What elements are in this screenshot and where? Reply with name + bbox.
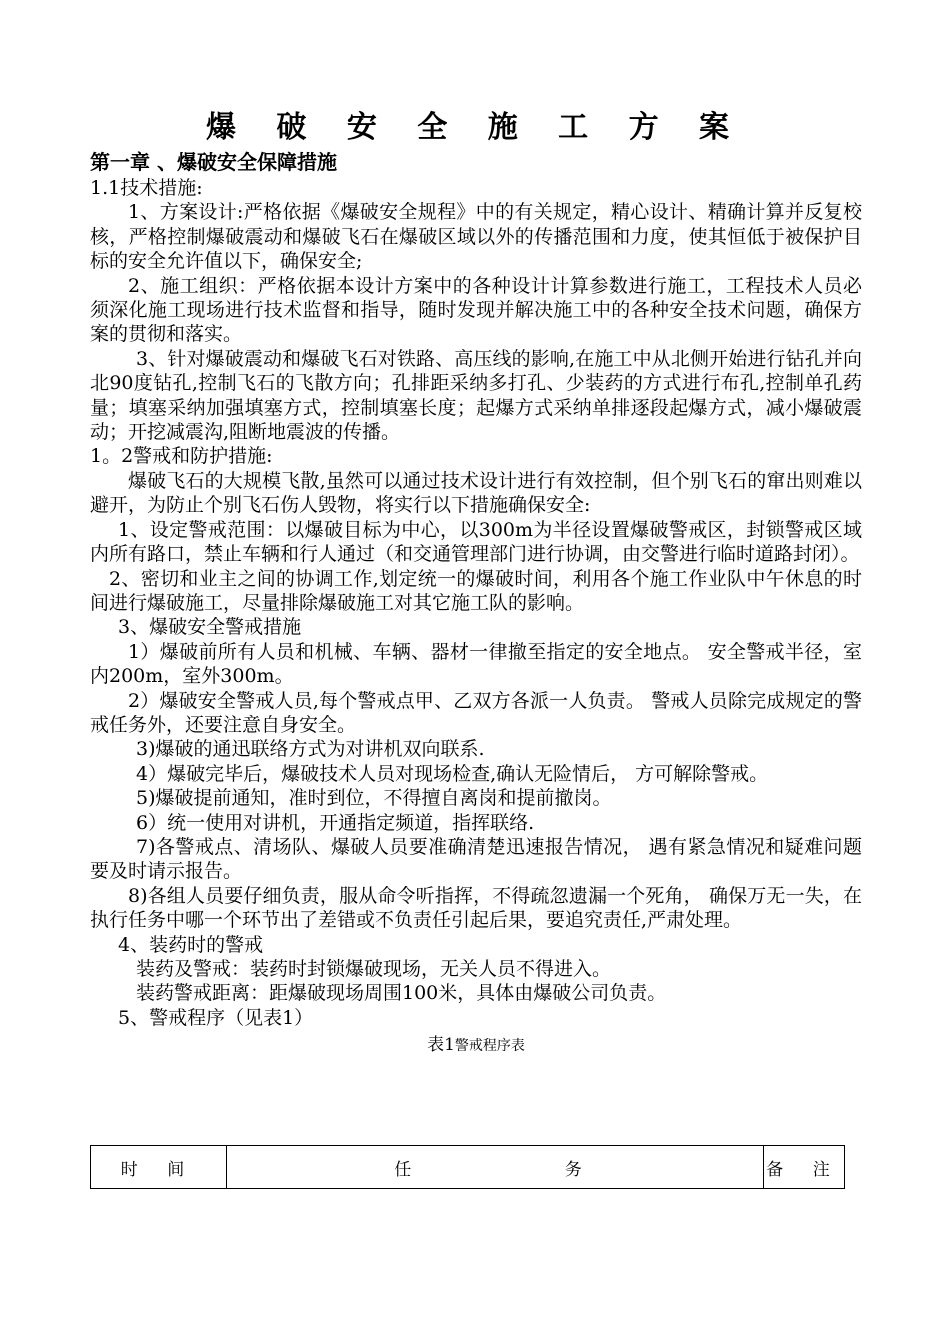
- list-item: 1）爆破前所有人员和机械、车辆、器材一律撤至指定的安全地点。 安全警戒半径，室内200m，室外300m。: [90, 640, 862, 688]
- list-item: 6）统一使用对讲机，开通指定频道，指挥联络.: [136, 811, 535, 834]
- subsection-heading: 4、装药时的警戒: [118, 933, 264, 956]
- paragraph: 3、针对爆破震动和爆破飞石对铁路、高压线的影响,在施工中从北侧开始进行钻孔并向北90度钻孔,控制飞石的飞散方向；孔排距采纳多打孔、少装药的方式进行布孔,控制单孔药量；填塞采纳加强填塞方式，控制填塞长度；起爆方式采纳单排逐段起爆方式，减小爆破震动；开挖减震沟,阻断地震波的传播。: [90, 347, 862, 444]
- paragraph: 2、密切和业主之间的协调工作,划定统一的爆破时间，利用各个施工作业队中午休息的时间进行爆破施工，尽量排除爆破施工对其它施工队的影响。: [90, 567, 862, 614]
- subsection-heading: 3、爆破安全警戒措施: [118, 616, 302, 639]
- list-item: 7)各警戒点、清场队、爆破人员要准确清楚迅速报告情况， 遇有紧急情况和疑难问题要及时请示报告。: [90, 835, 862, 883]
- paragraph: 装药警戒距离：距爆破现场周围100米，具体由爆破公司负责。: [136, 982, 667, 1005]
- chapter-heading: 第一章 、爆破安全保障措施: [90, 150, 337, 174]
- table-header-row: [91, 1146, 845, 1189]
- list-item: 8)各组人员要仔细负责，服从命令听指挥，不得疏忽遗漏一个死角， 确保万无一失，在执行任务中哪一个环节出了差错或不负责任引起后果，要追究责任,严肃处理。: [90, 884, 862, 932]
- section-heading: 1.1技术措施:: [90, 177, 203, 199]
- paragraph: 1、设定警戒范围：以爆破目标为中心，以300m为半径设置爆破警戒区，封锁警戒区域内所有路口，禁止车辆和行人通过（和交通管理部门进行协调，由交警进行临时道路封闭）。: [90, 518, 862, 566]
- table-caption: [90, 1034, 862, 1057]
- paragraph: 装药及警戒：装药时封锁爆破现场，无关人员不得进入。: [136, 958, 612, 980]
- table-caption-title: 警戒程序表: [454, 1038, 525, 1055]
- header-remark: 备 注: [764, 1146, 845, 1189]
- paragraph: 1、方案设计:严格依据《爆破安全规程》中的有关规定，精心设计、精确计算并反复校核，严格控制爆破震动和爆破飞石在爆破区域以外的传播范围和力度，使其恒低于被保护目标的安全允许值以下，确保安全;: [90, 201, 862, 273]
- header-task: [227, 1146, 764, 1189]
- list-item: 5)爆破提前通知，准时到位，不得擅自离岗和提前撤岗。: [136, 787, 612, 810]
- section-heading: 1。2警戒和防护措施:: [90, 445, 273, 468]
- document-body: [90, 176, 862, 1057]
- list-item: 4）爆破完毕后，爆破技术人员对现场检查,确认无险情后， 方可解除警戒。: [136, 762, 769, 785]
- paragraph: 爆破飞石的大规模飞散,虽然可以通过技术设计进行有效控制，但个别飞石的窜出则难以避开，为防止个别飞石伤人毁物，将实行以下措施确保安全:: [90, 469, 862, 517]
- table-caption-number: 表1: [427, 1035, 455, 1056]
- header-time: 时 间: [91, 1146, 227, 1189]
- paragraph: 2、施工组织：严格依据本设计方案中的各种设计计算参数进行施工，工程技术人员必须深化施工现场进行技术监督和指导，随时发现并解决施工中的各种安全技术问题，确保方案的贯彻和落实。: [90, 274, 862, 346]
- list-item: 3)爆破的通迅联络方式为对讲机双向联系.: [136, 738, 485, 761]
- list-item: 2）爆破安全警戒人员,每个警戒点甲、乙双方各派一人负责。 警戒人员除完成规定的警戒任务外，还要注意自身安全。: [90, 689, 862, 736]
- header-task-label: 任 务: [394, 1159, 596, 1180]
- document-title: 爆 破 安 全 施 工 方 案: [205, 110, 745, 145]
- subsection-heading: 5、警戒程序（见表1）: [118, 1006, 314, 1029]
- procedure-table: [90, 1145, 845, 1189]
